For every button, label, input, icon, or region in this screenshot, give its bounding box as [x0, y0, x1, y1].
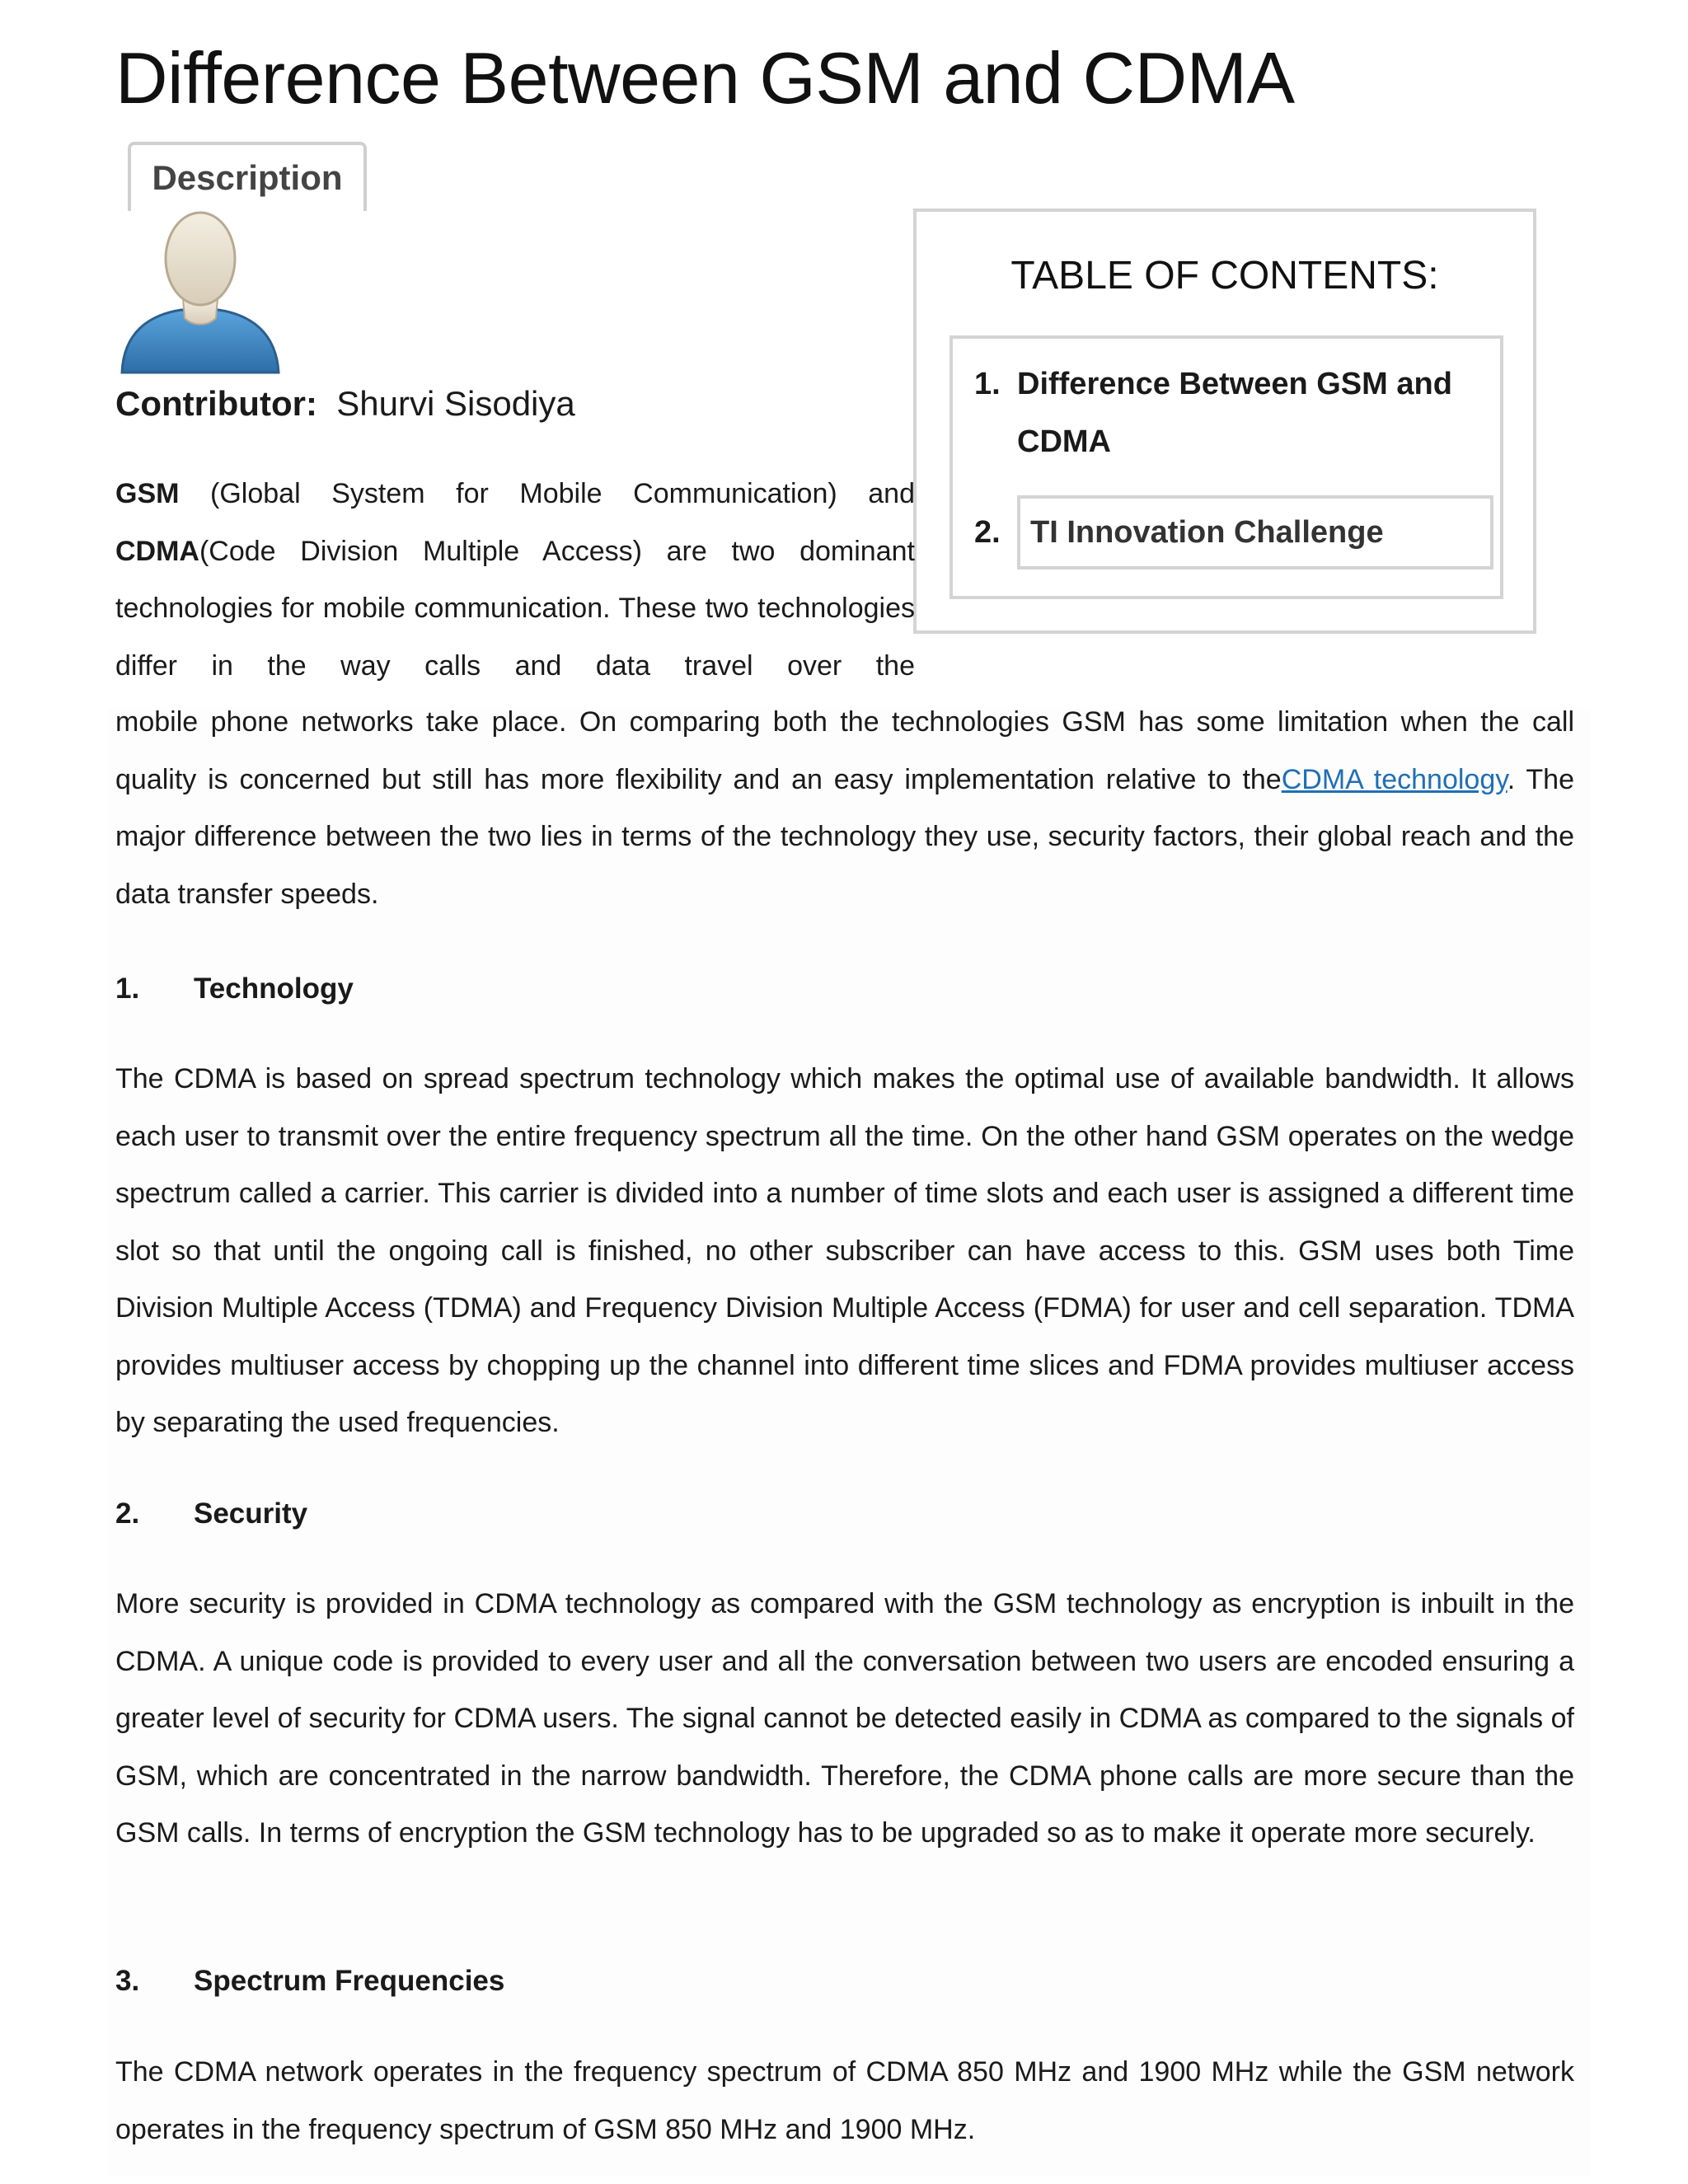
table-of-contents [913, 209, 1536, 634]
intro-text-c: . The major difference between the two lies in terms of the technology they use, security factors, their global reach and the data transfer speeds. [115, 763, 1574, 910]
toc-item-label[interactable]: Difference Between GSM and CDMA [1017, 367, 1452, 459]
section-body-technology: The CDMA is based on spread spectrum technology which makes the optimal use of available bandwidth. It allows each user to transmit over the entire frequency spectrum all the time. On the other hand GSM operates on the wedge spectrum called a carrier. This carrier is divided into a number of time slots and each user is assigned a different time slot so that until the ongoing call is finished, no other subscriber can have access to this. GSM uses both Time Division Multiple Access (TDMA) and Frequency Division Multiple Access (FDMA) for user and cell separation. TDMA provides multiuser access by chopping up the channel into different time slices and FDMA provides multiuser access by separating the used frequencies. [115, 1063, 1574, 1438]
contributor-label: Contributor: [115, 384, 317, 423]
section-number: 3. [115, 1965, 140, 1997]
intro-paragraph-continued [115, 694, 1574, 923]
toc-item-number: 2. [974, 515, 1001, 550]
intro-text-a: (Code Division Multiple Access) are two dominant technologies for mobile communication. These two technologies differ in the way calls and data travel over the [115, 535, 915, 682]
gsm-expansion: (Global System for Mobile Communication) and [179, 478, 915, 509]
section-heading-spectrum [115, 1957, 504, 2006]
intro-text-b: mobile phone networks take place. On comparing both the technologies GSM has some limitation when the call quality is concerned but still has more flexibility and an easy implementation relative to the [115, 706, 1574, 795]
tab-description[interactable]: Description [128, 142, 367, 211]
page-title: Difference Between GSM and CDMA [115, 37, 1295, 119]
section-title: Spectrum Frequencies [194, 1965, 505, 1997]
section-number: 1. [115, 972, 140, 1005]
section-body-security: More security is provided in CDMA technology as compared with the GSM technology as encryption is inbuilt in the CDMA. A unique code is provided to every user and all the conversation between two users are encoded ensuring a greater level of security for CDMA users. The signal cannot be detected easily in CDMA as compared to the signals of GSM, which are concentrated in the narrow bandwidth. Therefore, the CDMA phone calls are more secure than the GSM calls. In terms of encryption the GSM technology has to be upgraded so as to make it operate more securely. [115, 1588, 1574, 1849]
section-number: 2. [115, 1497, 140, 1530]
toc-item-label[interactable]: TI Innovation Challenge [1017, 495, 1493, 569]
section-heading-security [115, 1489, 307, 1539]
section-title: Technology [194, 972, 354, 1005]
user-avatar-icon [115, 209, 284, 374]
section-title: Security [194, 1497, 308, 1530]
section-heading-technology [115, 964, 354, 1014]
toc-item-number: 1. [974, 367, 1001, 401]
toc-list [950, 335, 1503, 599]
gsm-abbr: GSM [115, 478, 180, 509]
toc-heading: TABLE OF CONTENTS: [1010, 254, 1439, 298]
cdma-abbr: CDMA [115, 535, 199, 567]
intro-paragraph [115, 466, 915, 695]
contributor-line [115, 377, 575, 430]
contributor-name: Shurvi Sisodiya [336, 384, 575, 423]
cdma-technology-link[interactable]: CDMA technology [1281, 763, 1507, 795]
section-body-spectrum: The CDMA network operates in the frequency spectrum of CDMA 850 MHz and 1900 MHz while the GSM network operates in the frequency spectrum of GSM 850 MHz and 1900 MHz. [115, 2056, 1574, 2145]
